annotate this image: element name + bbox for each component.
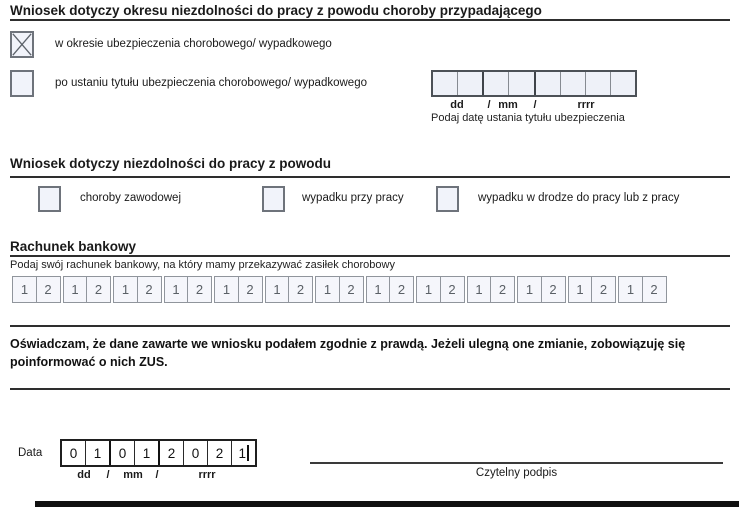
bank-digit-pair bbox=[265, 276, 314, 303]
date-digit-cell[interactable]: 0 bbox=[184, 441, 208, 465]
label-insurance-period: w okresie ubezpieczenia chorobowego/ wypadkowego bbox=[55, 38, 332, 50]
date-digit-cell[interactable]: 2 bbox=[208, 441, 232, 465]
bank-digit-cell[interactable]: 2 bbox=[389, 276, 414, 303]
bank-digit-cell[interactable]: 2 bbox=[440, 276, 465, 303]
bank-digit-cell[interactable]: 2 bbox=[187, 276, 212, 303]
bank-digit-pair bbox=[517, 276, 566, 303]
bank-digit-pair bbox=[164, 276, 213, 303]
checkbox-commute-accident[interactable] bbox=[436, 186, 459, 212]
text-cursor bbox=[247, 445, 249, 461]
bank-digit-cell[interactable]: 1 bbox=[113, 276, 138, 303]
date-cell[interactable] bbox=[586, 72, 611, 95]
section-period-underline bbox=[10, 19, 730, 21]
format-label-slash: / bbox=[533, 99, 537, 111]
bank-digit-cell[interactable]: 1 bbox=[416, 276, 441, 303]
bank-digit-pair bbox=[63, 276, 112, 303]
date-digit-cell[interactable]: 0 bbox=[111, 441, 135, 465]
signature-caption: Czytelny podpis bbox=[475, 467, 558, 479]
bank-digit-cell[interactable]: 2 bbox=[591, 276, 616, 303]
bank-digit-pair bbox=[113, 276, 162, 303]
bank-digit-cell[interactable]: 1 bbox=[366, 276, 391, 303]
insurance-end-date-hint: Podaj datę ustania tytułu ubezpieczenia bbox=[431, 112, 625, 124]
section-bank-underline bbox=[10, 255, 730, 257]
date-cell[interactable] bbox=[458, 72, 484, 95]
section-bank-title: Rachunek bankowy bbox=[10, 239, 137, 254]
declaration-text: Oświadczam, że dane zawarte we wniosku podałem zgodnie z prawdą. Jeżeli ulegną one zmianie, zobowiązuję się poinformować o nich ZUS. bbox=[10, 337, 686, 369]
bank-account-field[interactable] bbox=[12, 276, 667, 303]
label-occupational-disease: choroby zawodowej bbox=[80, 192, 182, 204]
date-digit: 1 bbox=[238, 445, 246, 461]
format-label-slash: / bbox=[155, 469, 159, 481]
date-digit-cell[interactable] bbox=[232, 441, 255, 465]
bank-digit-cell[interactable]: 2 bbox=[36, 276, 61, 303]
format-label-rrrr: rrrr bbox=[198, 469, 216, 481]
date-cell[interactable] bbox=[536, 72, 561, 95]
label-commute-accident: wypadku w drodze do pracy lub z pracy bbox=[478, 192, 680, 204]
bank-digit-cell[interactable]: 1 bbox=[164, 276, 189, 303]
format-label-mm: mm bbox=[123, 469, 143, 481]
checkbox-work-accident[interactable] bbox=[262, 186, 285, 212]
format-label-rrrr: rrrr bbox=[577, 99, 595, 111]
bank-digit-cell[interactable]: 2 bbox=[86, 276, 111, 303]
label-after-insurance: po ustaniu tytułu ubezpieczenia chorobowego/ wypadkowego bbox=[55, 77, 367, 89]
bank-digit-cell[interactable]: 1 bbox=[315, 276, 340, 303]
next-section-header-bar bbox=[35, 501, 739, 507]
bank-digit-cell[interactable]: 1 bbox=[568, 276, 593, 303]
bank-account-hint: Podaj swój rachunek bankowy, na który mamy przekazywać zasiłek chorobowy bbox=[10, 259, 395, 271]
bank-digit-pair bbox=[214, 276, 263, 303]
format-label-mm: mm bbox=[498, 99, 518, 111]
format-label-dd: dd bbox=[77, 469, 91, 481]
label-work-accident: wypadku przy pracy bbox=[302, 192, 404, 204]
section-period-title: Wniosek dotyczy okresu niezdolności do pracy z powodu choroby przypadającego bbox=[10, 3, 542, 18]
section-cause-underline bbox=[10, 176, 730, 178]
bank-digit-pair bbox=[366, 276, 415, 303]
date-cell[interactable] bbox=[433, 72, 458, 95]
bank-digit-cell[interactable]: 1 bbox=[214, 276, 239, 303]
divider-above-declaration bbox=[10, 325, 730, 327]
bank-digit-cell[interactable]: 2 bbox=[238, 276, 263, 303]
date-digit-cell[interactable]: 2 bbox=[160, 441, 184, 465]
bank-digit-cell[interactable]: 2 bbox=[541, 276, 566, 303]
bank-digit-pair bbox=[315, 276, 364, 303]
bank-digit-cell[interactable]: 1 bbox=[12, 276, 37, 303]
bank-digit-cell[interactable]: 2 bbox=[137, 276, 162, 303]
bank-digit-cell[interactable]: 1 bbox=[63, 276, 88, 303]
bank-digit-cell[interactable]: 1 bbox=[517, 276, 542, 303]
bank-digit-pair bbox=[416, 276, 465, 303]
date-label: Data bbox=[18, 447, 43, 459]
checkbox-occupational-disease[interactable] bbox=[38, 186, 61, 212]
bank-digit-cell[interactable]: 2 bbox=[339, 276, 364, 303]
bank-digit-pair bbox=[568, 276, 617, 303]
bank-digit-pair bbox=[618, 276, 667, 303]
divider-below-declaration bbox=[10, 388, 730, 390]
bank-digit-cell[interactable]: 1 bbox=[265, 276, 290, 303]
date-digit-cell[interactable]: 0 bbox=[62, 441, 86, 465]
format-label-slash: / bbox=[487, 99, 491, 111]
bank-digit-cell[interactable]: 2 bbox=[642, 276, 667, 303]
bank-digit-cell[interactable]: 1 bbox=[618, 276, 643, 303]
bank-digit-cell[interactable]: 1 bbox=[467, 276, 492, 303]
checkmark-x-icon bbox=[12, 33, 32, 56]
date-cell[interactable] bbox=[561, 72, 586, 95]
signature-line bbox=[310, 462, 723, 464]
bank-digit-pair bbox=[467, 276, 516, 303]
date-digit-cell[interactable]: 1 bbox=[135, 441, 160, 465]
form-date-field[interactable] bbox=[60, 439, 257, 467]
bank-digit-cell[interactable]: 2 bbox=[490, 276, 515, 303]
bank-digit-cell[interactable]: 2 bbox=[288, 276, 313, 303]
format-label-dd: dd bbox=[450, 99, 464, 111]
checkbox-after-insurance[interactable] bbox=[10, 70, 34, 97]
date-cell[interactable] bbox=[611, 72, 635, 95]
checkbox-insurance-period[interactable] bbox=[10, 31, 34, 58]
bank-digit-pair bbox=[12, 276, 61, 303]
section-cause-title: Wniosek dotyczy niezdolności do pracy z powodu bbox=[10, 156, 332, 171]
insurance-end-date-field[interactable] bbox=[431, 70, 637, 97]
date-cell[interactable] bbox=[509, 72, 535, 95]
date-cell[interactable] bbox=[484, 72, 509, 95]
date-digit-cell[interactable]: 1 bbox=[86, 441, 111, 465]
format-label-slash: / bbox=[106, 469, 110, 481]
